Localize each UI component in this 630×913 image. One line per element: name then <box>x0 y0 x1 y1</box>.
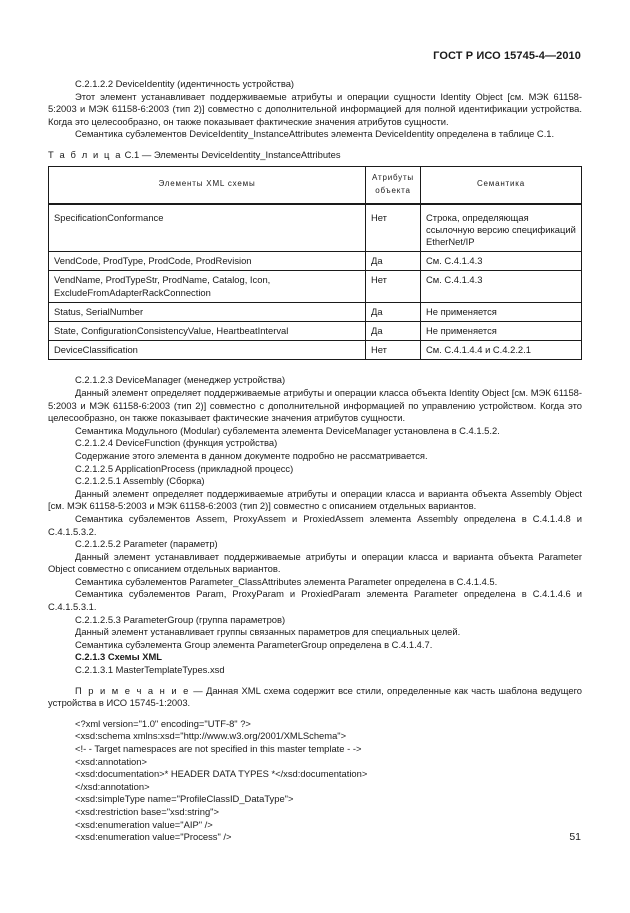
note-text: — Данная XML схема содержит все стили, определенные как часть шаблона ведущего устройства в ИСО 15745-1:2003. <box>48 684 582 709</box>
column-header: Элементы XML схемы <box>49 166 366 204</box>
paragraph: C.2.1.2.5 ApplicationProcess (прикладной процесс) <box>75 462 294 474</box>
paragraph: C.2.1.2.4 DeviceFunction (функция устройства) <box>75 437 278 449</box>
table-caption <box>48 149 582 162</box>
table-cell: Status, SerialNumber <box>49 302 366 321</box>
paragraph: Данный элемент определяет поддерживаемые атрибуты и операции класса и варианта объекта Assembly Object [см. МЭК 61158-5:2003 и МЭК 61158-6:2003 (тип 2)] совместно с описанием отдельных вариантов. <box>48 487 582 512</box>
paragraph: Данный элемент устанавливает группы связанных параметров для специальных целей. <box>75 626 461 638</box>
code-line: </xsd:annotation> <box>75 780 150 792</box>
paragraph: Семантика субэлементов DeviceIdentity_InstanceAttributes элемента DeviceIdentity определена в таблице С.1. <box>75 128 555 140</box>
table-cell: DeviceClassification <box>49 341 366 360</box>
table-header-row <box>49 166 582 204</box>
note-label: П р и м е ч а н и е <box>75 684 190 696</box>
table-cell: Да <box>366 302 421 321</box>
paragraph: C.2.1.3.1 MasterTemplateTypes.xsd <box>75 664 225 676</box>
table-row <box>49 204 582 252</box>
column-header: Семантика <box>421 166 582 204</box>
attributes-table <box>48 166 582 361</box>
table-cell: См. С.4.1.4.4 и С.4.2.2.1 <box>421 341 582 360</box>
table-row <box>49 271 582 302</box>
table-cell: См. С.4.1.4.3 <box>421 271 582 302</box>
standard-header: ГОСТ Р ИСО 15745-4—2010 <box>433 50 581 62</box>
table-cell: Нет <box>366 271 421 302</box>
table-cell: VendCode, ProdType, ProdCode, ProdRevision <box>49 252 366 271</box>
table-cell: SpecificationConformance <box>49 204 366 252</box>
code-line: <xsd:documentation>* HEADER DATA TYPES *</xsd:documentation> <box>75 768 368 780</box>
code-line: <xsd:restriction base="xsd:string"> <box>75 805 219 817</box>
section-title: C.2.1.2.2 DeviceIdentity (идентичность устройства) <box>75 78 295 89</box>
table-cell: Да <box>366 321 421 340</box>
table-row <box>49 341 582 360</box>
table-cell: См. С.4.1.4.3 <box>421 252 582 271</box>
paragraph: Семантика субэлемента Group элемента ParameterGroup определена в С.4.1.4.7. <box>75 638 433 650</box>
body-paragraphs <box>48 374 582 676</box>
table-row <box>49 321 582 340</box>
paragraph: C.2.1.2.5.3 ParameterGroup (группа параметров) <box>75 613 286 625</box>
table-cell: Не применяется <box>421 302 582 321</box>
table-row <box>49 302 582 321</box>
paragraph: Этот элемент устанавливает поддерживаемые атрибуты и операции сущности Identity Object [см. МЭК 61158-5:2003 и МЭК 61158-6:2003 (тип 2)] совместно с дополнительной информацией для полной идентификации устройства. Когда это целесообразно, он также показывает фактические значения атрибутов сущности. <box>48 90 582 127</box>
code-line: <?xml version="1.0" encoding="UTF-8" ?> <box>75 717 251 729</box>
table-body <box>49 204 582 360</box>
code-line: <!- - Target namespaces are not specified in this master template - -> <box>75 743 362 755</box>
paragraph: C.2.1.2.5.1 Assembly (Сборка) <box>75 475 205 487</box>
table-cell: Да <box>366 252 421 271</box>
table-row <box>49 252 582 271</box>
table-cell: Нет <box>366 341 421 360</box>
code-line: <xsd:schema xmlns:xsd="http://www.w3.org/2001/XMLSchema"> <box>75 730 347 742</box>
column-header: Атрибуты объекта <box>366 166 421 204</box>
table-caption-label: Т а б л и ц а <box>48 148 123 160</box>
paragraph: Семантика Модульного (Modular) субэлемента элемента DeviceManager установлена в С.4.1.5.2. <box>75 424 500 436</box>
paragraph: Содержание этого элемента в данном документе подробно не рассматривается. <box>75 449 428 461</box>
paragraph: Семантика субэлементов Assem, ProxyAssem и ProxiedAssem элемента Assembly определена в С.4.1.4.8 и С.4.1.5.3.2. <box>48 512 582 537</box>
paragraph: Семантика субэлементов Parameter_ClassAttributes элемента Parameter определена в С.4.1.4.5. <box>75 575 498 587</box>
paragraph: C.2.1.2.5.2 Parameter (параметр) <box>75 538 218 550</box>
xml-code-listing <box>48 718 582 844</box>
table-cell: VendName, ProdTypeStr, ProdName, Catalog, Icon, ExcludeFromAdapterRackConnection <box>49 271 366 302</box>
code-line: <xsd:annotation> <box>75 755 147 767</box>
page-number: 51 <box>569 831 581 843</box>
table-cell: Нет <box>366 204 421 252</box>
note <box>48 685 582 710</box>
table-cell: Строка, определяющая ссылочную версию спецификаций EtherNet/IP <box>421 204 582 252</box>
code-line: <xsd:enumeration value="AIP" /> <box>75 818 213 830</box>
code-line: <xsd:simpleType name="ProfileClassID_DataType"> <box>75 793 294 805</box>
code-line: <xsd:enumeration value="Process" /> <box>75 831 232 843</box>
paragraph: Семантика субэлементов Param, ProxyParam и ProxiedParam элемента Parameter определена в С.4.1.4.6 и С.4.1.5.3.1. <box>48 588 582 613</box>
table-cell: State, ConfigurationConsistencyValue, HeartbeatInterval <box>49 321 366 340</box>
paragraph: C.2.1.3 Схемы XML <box>75 651 163 663</box>
table-caption-text: С.1 — Элементы DeviceIdentity_InstanceAttributes <box>124 148 341 160</box>
paragraph: C.2.1.2.3 DeviceManager (менеджер устройства) <box>75 374 286 386</box>
paragraph: Данный элемент устанавливает поддерживаемые атрибуты и операции класса и варианта объекта Parameter Object совместно с описанием отдельных вариантов. <box>48 550 582 575</box>
page-content <box>48 78 582 844</box>
table-cell: Не применяется <box>421 321 582 340</box>
paragraph: Данный элемент определяет поддерживаемые атрибуты и операции класса объекта Identity Object [см. МЭК 61158-5:2003 и МЭК 61158-6:2003 (тип 2)] совместно с дополнительной информацией по управлению устройством. Когда это целесообразно, он также показывает фактические значения атрибутов сущности. <box>48 386 582 424</box>
